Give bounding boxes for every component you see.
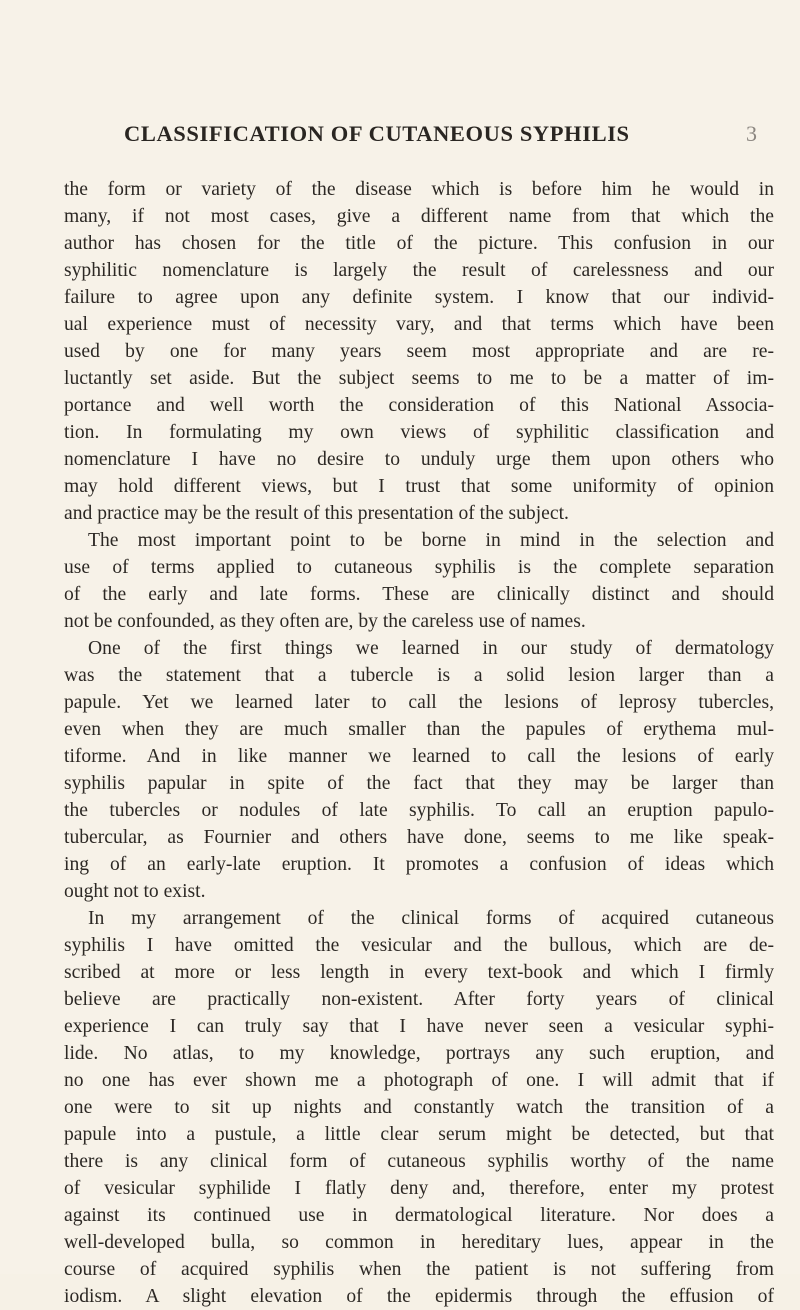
text-line: there is any clinical form of cutaneous syphilis worthy of the name	[64, 1151, 774, 1172]
text-line: luctantly set aside. But the subject seems to me to be a matter of im-	[64, 368, 774, 389]
text-line: portance and well worth the consideration of this National Associa-	[64, 395, 774, 416]
text-line: course of acquired syphilis when the patient is not suffering from	[64, 1259, 774, 1280]
text-line: ing of an early-late eruption. It promotes a confusion of ideas which	[64, 854, 774, 875]
text-line: syphilis I have omitted the vesicular and the bullous, which are de-	[64, 935, 774, 956]
text-line: no one has ever shown me a photograph of one. I will admit that if	[64, 1070, 774, 1091]
paragraph	[64, 176, 774, 527]
body-text	[64, 176, 774, 1310]
paragraph	[64, 635, 774, 905]
text-line: failure to agree upon any definite system. I know that our individ-	[64, 287, 774, 308]
text-line: iodism. A slight elevation of the epidermis through the effusion of	[64, 1286, 774, 1307]
text-line: of vesicular syphilide I flatly deny and, therefore, enter my protest	[64, 1178, 774, 1199]
page-number: 3	[746, 121, 757, 146]
text-line: one were to sit up nights and constantly watch the transition of a	[64, 1097, 774, 1118]
text-line: against its continued use in dermatological literature. Nor does a	[64, 1205, 774, 1226]
paragraph	[64, 905, 774, 1310]
text-line: papule into a pustule, a little clear serum might be detected, but that	[64, 1124, 774, 1145]
text-line: used by one for many years seem most appropriate and are re-	[64, 341, 774, 362]
text-line: the tubercles or nodules of late syphilis. To call an eruption papulo-	[64, 800, 774, 821]
text-line: nomenclature I have no desire to unduly urge them upon others who	[64, 449, 774, 470]
text-line: the form or variety of the disease which is before him he would in	[64, 179, 774, 200]
text-line: tubercular, as Fournier and others have done, seems to me like speak-	[64, 827, 774, 848]
text-line: syphilitic nomenclature is largely the result of carelessness and our	[64, 260, 774, 281]
paragraph	[64, 527, 774, 635]
text-line: lide. No atlas, to my knowledge, portrays any such eruption, and	[64, 1043, 774, 1064]
text-line: ual experience must of necessity vary, and that terms which have been	[64, 314, 774, 335]
text-line: of the early and late forms. These are clinically distinct and should	[64, 584, 774, 605]
page-title: CLASSIFICATION OF CUTANEOUS SYPHILIS	[124, 121, 630, 146]
text-line: tion. In formulating my own views of syphilitic classification and	[64, 422, 774, 443]
text-line: author has chosen for the title of the picture. This confusion in our	[64, 233, 774, 254]
text-line: believe are practically non-existent. After forty years of clinical	[64, 989, 774, 1010]
text-line: and practice may be the result of this presentation of the subject.	[64, 503, 569, 524]
text-line: tiforme. And in like manner we learned to call the lesions of early	[64, 746, 774, 767]
text-line: many, if not most cases, give a different name from that which the	[64, 206, 774, 227]
text-line: may hold different views, but I trust that some uniformity of opinion	[64, 476, 774, 497]
text-line: One of the first things we learned in our study of dermatology	[88, 638, 774, 659]
text-line: was the statement that a tubercle is a solid lesion larger than a	[64, 665, 774, 686]
text-line: use of terms applied to cutaneous syphilis is the complete separation	[64, 557, 774, 578]
text-line: papule. Yet we learned later to call the lesions of leprosy tubercles,	[64, 692, 774, 713]
text-line: scribed at more or less length in every text-book and which I firmly	[64, 962, 774, 983]
text-line: syphilis papular in spite of the fact that they may be larger than	[64, 773, 774, 794]
text-line: well-developed bulla, so common in hereditary lues, appear in the	[64, 1232, 774, 1253]
text-line: In my arrangement of the clinical forms of acquired cutaneous	[88, 908, 774, 929]
text-line: even when they are much smaller than the papules of erythema mul-	[64, 719, 774, 740]
text-line: The most important point to be borne in mind in the selection and	[88, 530, 774, 551]
text-line: not be confounded, as they often are, by the careless use of names.	[64, 611, 586, 632]
text-line: ought not to exist.	[64, 881, 206, 902]
running-head	[0, 112, 800, 156]
text-line: experience I can truly say that I have never seen a vesicular syphi-	[64, 1016, 774, 1037]
